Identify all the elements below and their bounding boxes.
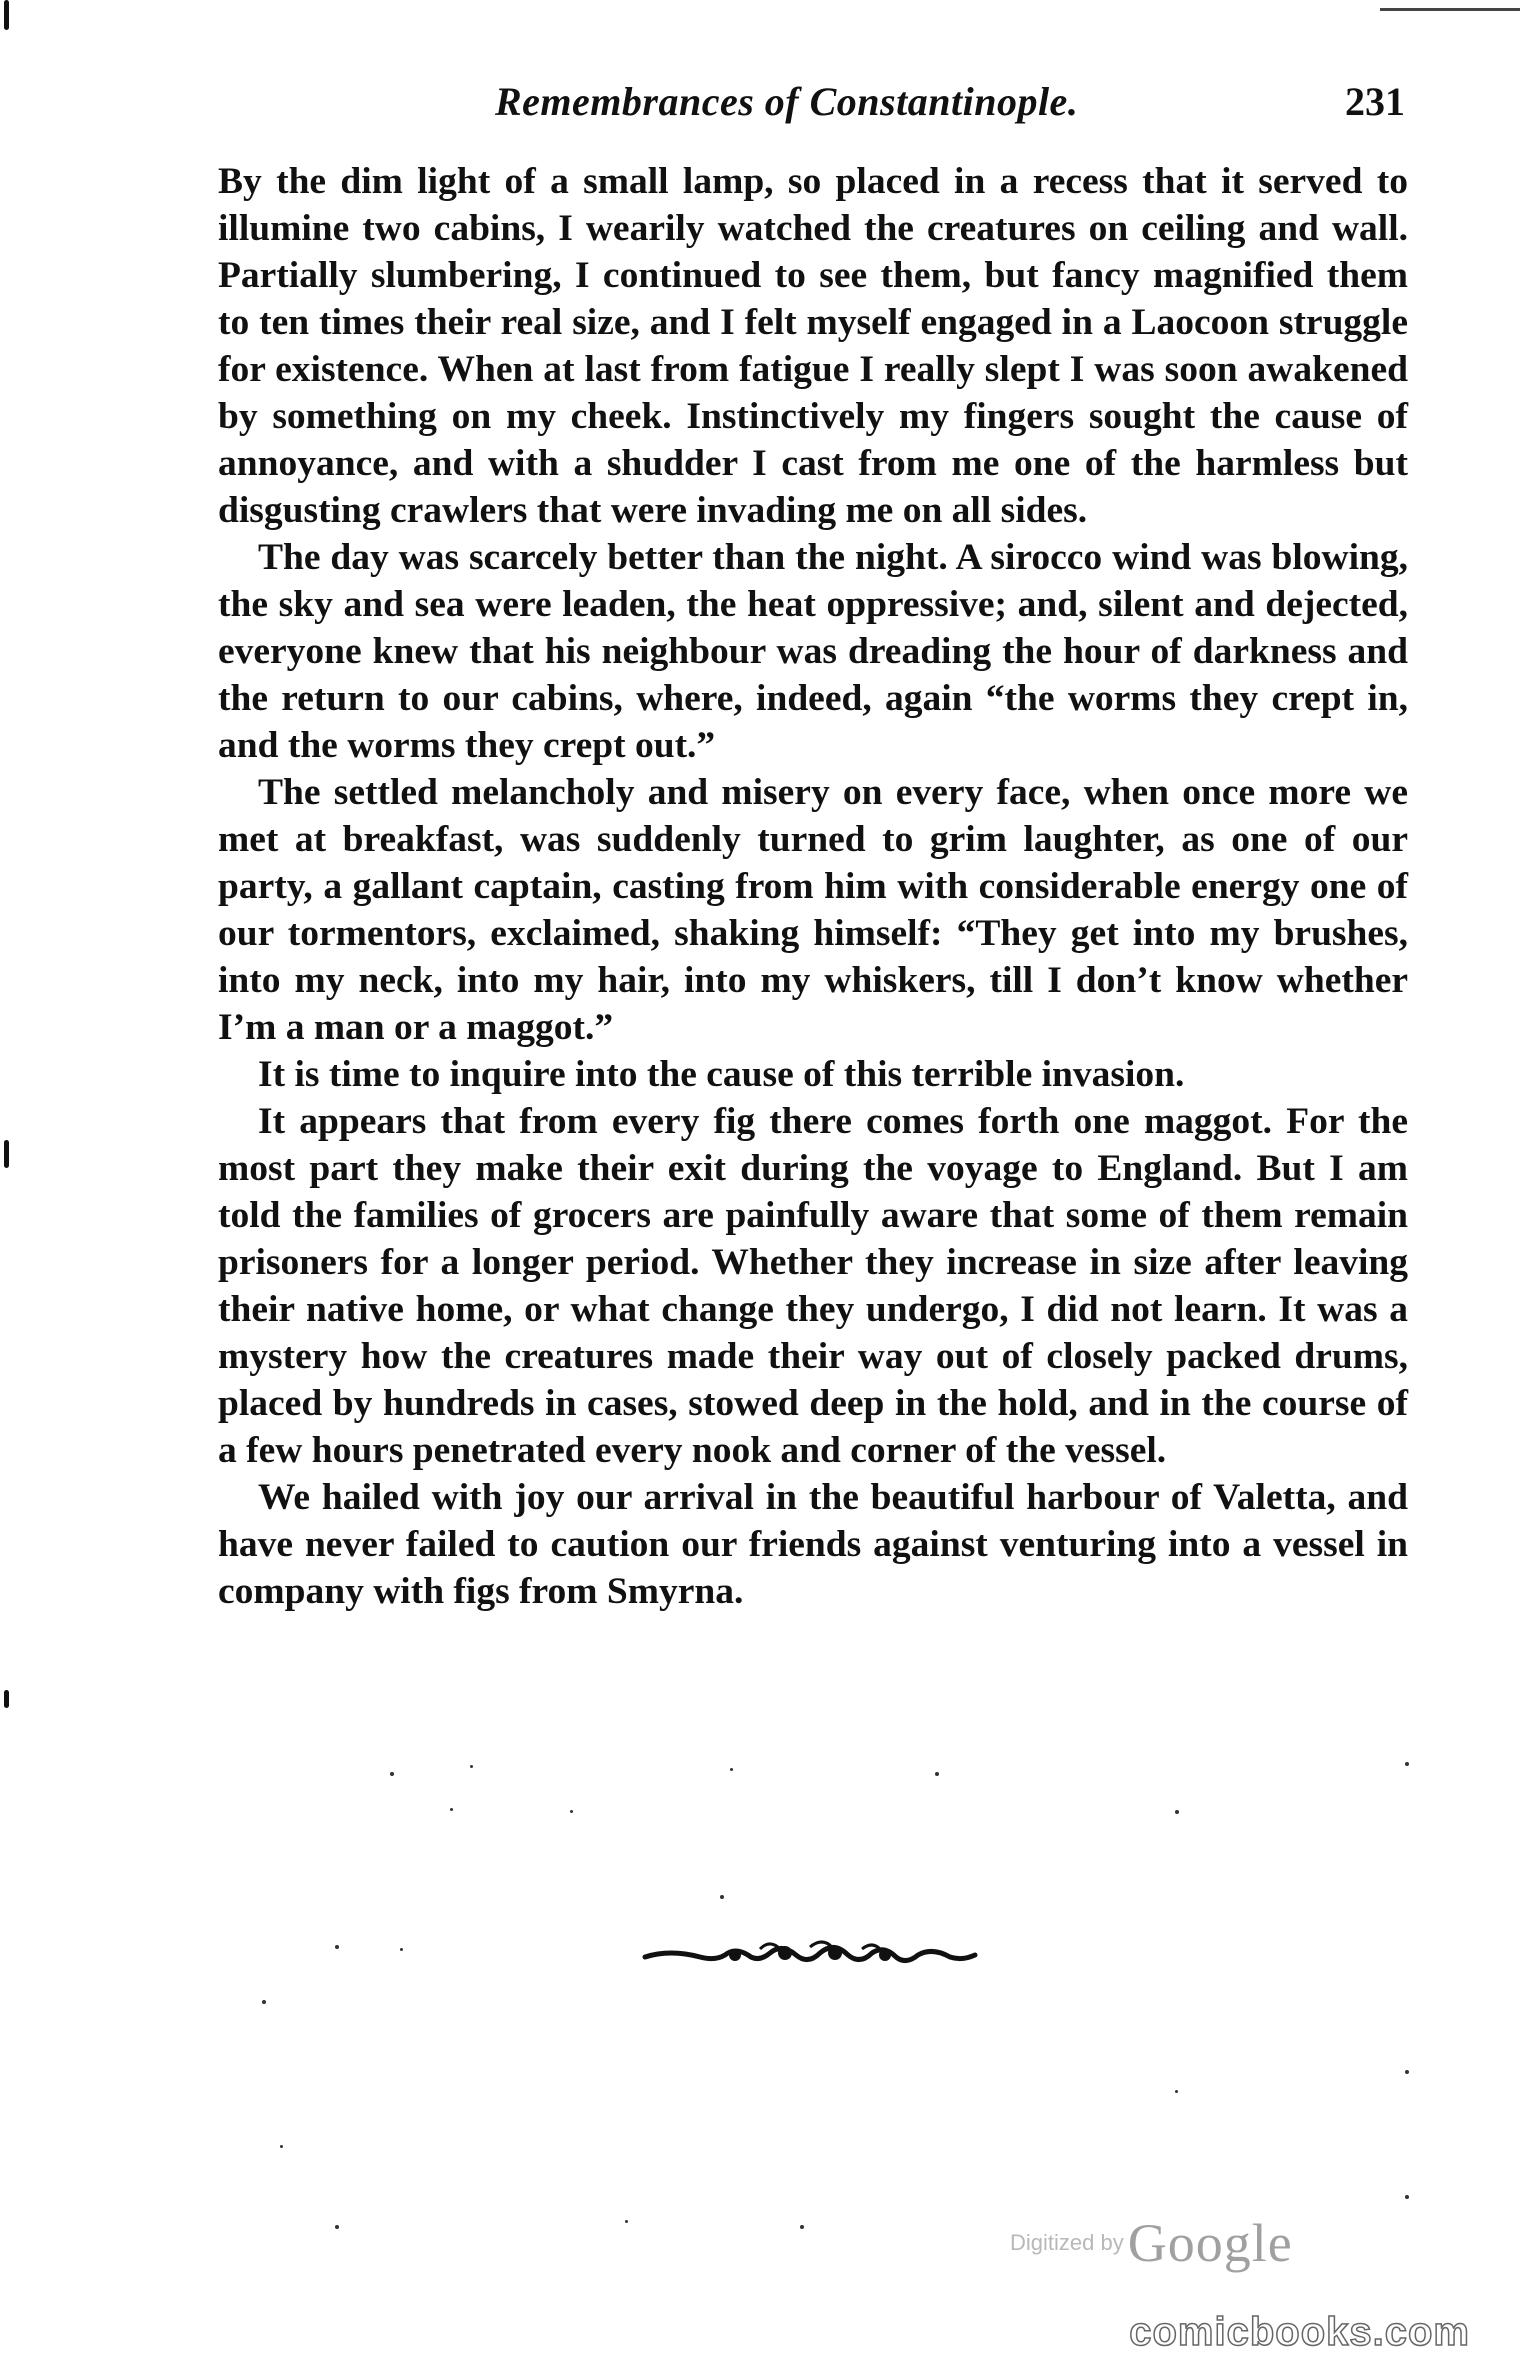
- print-speck: [1405, 2195, 1409, 2199]
- print-speck: [335, 2225, 339, 2229]
- running-title: Remembrances of Constantinople.: [495, 79, 1079, 124]
- print-speck: [335, 1945, 339, 1949]
- print-speck: [1405, 2070, 1409, 2074]
- page-edge-mark: [4, 0, 9, 30]
- print-speck: [280, 2145, 283, 2148]
- print-speck: [470, 1765, 473, 1768]
- page-edge-mark: [4, 1690, 9, 1708]
- paragraph: The day was scarcely better than the night. A sirocco wind was blowing, the sky and sea were leaden, the heat oppressive; and, silent and dejected, everyone knew that his neighbour was dreading the hour of darkness and the return to our cabins, where, indeed, again “the worms they crept in, and the worms they crept out.”: [218, 537, 1408, 766]
- print-speck: [400, 1948, 403, 1951]
- print-speck: [935, 1772, 939, 1776]
- paragraph: By the dim light of a small lamp, so placed in a recess that it served to illumine two cabins, I wearily watched the creatures on ceiling and wall. Partially slumbering, I continued to see them, but fancy magnified them to ten times their real size, and I felt myself engaged in a Laocoon struggle for existence. When at last from fatigue I really slept I was soon awakened by something on my cheek. Instinctively my fingers sought the cause of annoyance, and with a shudder I cast from me one of the harmless but disgusting crawlers that were invading me on all sides.: [218, 161, 1408, 531]
- print-speck: [570, 1810, 573, 1813]
- print-speck: [800, 2225, 804, 2229]
- body-text: [218, 158, 1408, 1615]
- digitized-by-google: [1010, 2212, 1293, 2272]
- page-number: 231: [1345, 79, 1405, 124]
- print-speck: [262, 2000, 266, 2004]
- paragraph: It is time to inquire into the cause of this terrible invasion.: [258, 1054, 1185, 1095]
- paragraph: We hailed with joy our arrival in the beautiful harbour of Valetta, and have never failed to caution our friends against venturing into a vessel in company with figs from Smyrna.: [218, 1477, 1408, 1612]
- google-logo: Google: [1127, 2213, 1293, 2273]
- page-edge-mark: [4, 1140, 9, 1168]
- print-speck: [625, 2220, 628, 2223]
- print-speck: [1175, 1810, 1179, 1814]
- tailpiece-ornament-icon: [640, 1935, 980, 1975]
- top-edge-rule: [1380, 8, 1520, 11]
- page-header: [215, 78, 1415, 148]
- print-speck: [730, 1768, 733, 1771]
- digitized-prefix: Digitized by: [1010, 2230, 1124, 2255]
- print-speck: [1175, 2090, 1178, 2093]
- print-speck: [390, 1772, 394, 1776]
- paragraph: It appears that from every fig there comes forth one maggot. For the most part they make their exit during the voyage to England. But I am told the families of grocers are painfully aware that some of them remain prisoners for a longer period. Whether they increase in size after leaving their native home, or what change they undergo, I did not learn. It was a mystery how the creatures made their way out of closely packed drums, placed by hundreds in cases, stowed deep in the hold, and in the course of a few hours penetrated every nook and corner of the vessel.: [218, 1101, 1408, 1471]
- print-speck: [1405, 1762, 1409, 1766]
- paragraph: The settled melancholy and misery on every face, when once more we met at breakfast, was suddenly turned to grim laughter, as one of our party, a gallant captain, casting from him with considerable energy one of our tormentors, exclaimed, shaking himself: “They get into my brushes, into my neck, into my hair, into my whiskers, till I don’t know whether I’m a man or a maggot.”: [218, 772, 1408, 1048]
- print-speck: [720, 1895, 724, 1899]
- site-watermark: comicbooks.com: [1129, 2310, 1470, 2354]
- print-speck: [450, 1808, 453, 1811]
